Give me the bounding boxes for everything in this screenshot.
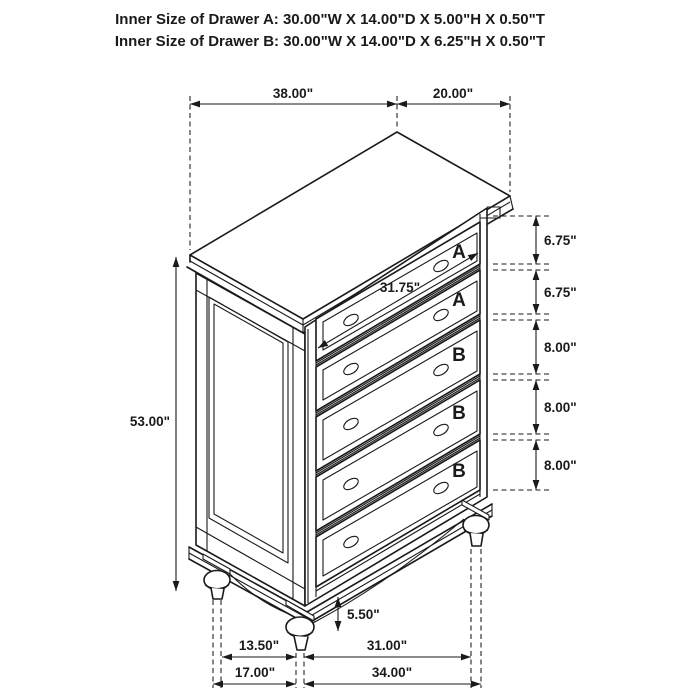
chest-side-panel [196, 273, 305, 606]
drawer-label-b3: B [452, 461, 466, 482]
drawer-label-b1: B [452, 345, 466, 366]
drawer-label-b2: B [452, 403, 466, 424]
chest-drawing [187, 132, 513, 650]
bottom-row2-right-value: 34.00" [371, 665, 413, 680]
dimension-top-depth [397, 86, 510, 104]
bottom-row1-left-value: 13.50" [238, 638, 280, 653]
leg-front-center [286, 600, 314, 650]
drawer-label-a1: A [452, 242, 466, 263]
drawer-height-5: 8.00" [544, 458, 577, 473]
bottom-row2-left-value: 17.00" [234, 665, 276, 680]
top-width-value: 38.00" [272, 86, 314, 101]
dimension-overall-height [130, 257, 176, 591]
opening-width-value: 31.75" [379, 280, 421, 295]
top-depth-value: 20.00" [432, 86, 474, 101]
header-line-2: Inner Size of Drawer B: 30.00"W X 14.00"D X 6.25"H X 0.50"T [114, 33, 546, 50]
drawer-label-a2: A [452, 290, 466, 311]
leg-height-value: 5.50" [347, 607, 380, 622]
drawer-height-1: 6.75" [544, 233, 577, 248]
drawer-height-4: 8.00" [544, 400, 577, 415]
leg-front-right [462, 500, 489, 546]
dimension-drawer-heights [493, 216, 577, 490]
drawer-height-3: 8.00" [544, 340, 577, 355]
drawer-height-2: 6.75" [544, 285, 577, 300]
bottom-row1-right-value: 31.00" [366, 638, 408, 653]
overall-height-value: 53.00" [129, 414, 170, 429]
header-line-1: Inner Size of Drawer A: 30.00"W X 14.00"D X 5.00"H X 0.50"T [115, 11, 545, 28]
